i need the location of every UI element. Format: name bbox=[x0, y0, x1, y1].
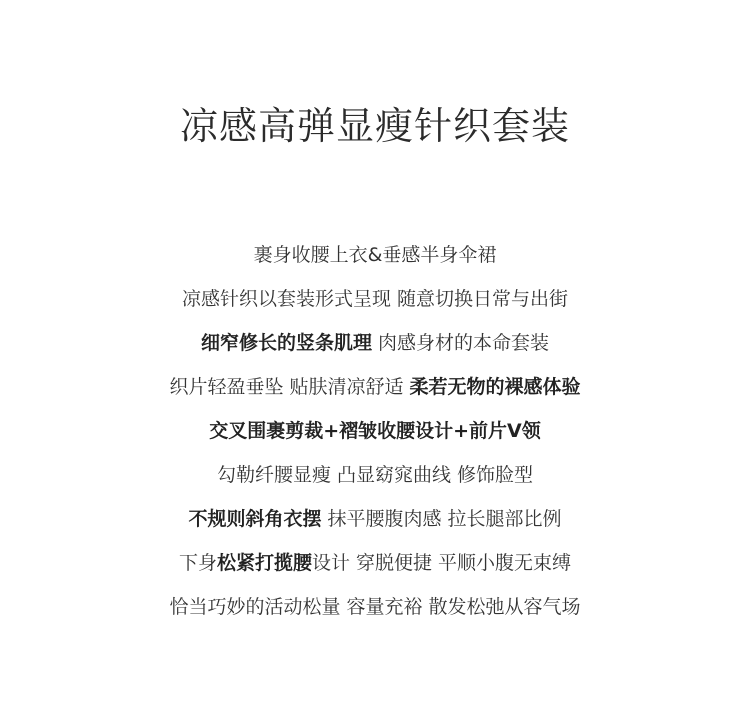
highlight-text: 交叉围裹剪裁+褶皱收腰设计+前片V领 bbox=[209, 420, 541, 442]
description-line bbox=[0, 585, 750, 629]
description-line bbox=[0, 497, 750, 541]
description-lines bbox=[0, 233, 750, 629]
description-line bbox=[0, 277, 750, 321]
description-line bbox=[0, 321, 750, 365]
highlight-text: 柔若无物的裸感体验 bbox=[409, 376, 581, 398]
highlight-text: 细窄修长的竖条肌理 bbox=[200, 332, 372, 354]
description-text: 抹平腰腹肉感 拉长腿部比例 bbox=[321, 508, 562, 530]
highlight-text: 松紧打揽腰 bbox=[216, 552, 312, 574]
description-line bbox=[0, 365, 750, 409]
description-text: 裹身收腰上衣&垂感半身伞裙 bbox=[253, 244, 497, 266]
description-line bbox=[0, 409, 750, 453]
highlight-text: 不规则斜角衣摆 bbox=[188, 508, 322, 530]
description-line bbox=[0, 233, 750, 277]
description-text: 肉感身材的本命套装 bbox=[371, 332, 550, 354]
description-text: 设计 穿脱便捷 平顺小腹无束缚 bbox=[311, 552, 572, 574]
page-title: 凉感高弹显瘦针织套装 bbox=[179, 104, 570, 148]
description-text: 下身 bbox=[178, 552, 217, 574]
description-text: 勾勒纤腰显瘦 凸显窈窕曲线 修饰脸型 bbox=[216, 464, 534, 486]
description-line bbox=[0, 453, 750, 497]
description-line bbox=[0, 541, 750, 585]
description-text: 凉感针织以套装形式呈现 随意切换日常与出街 bbox=[181, 288, 569, 310]
description-text: 恰当巧妙的活动松量 容量充裕 散发松弛从容气场 bbox=[169, 596, 581, 618]
description-text: 织片轻盈垂坠 贴肤清凉舒适 bbox=[169, 376, 410, 398]
